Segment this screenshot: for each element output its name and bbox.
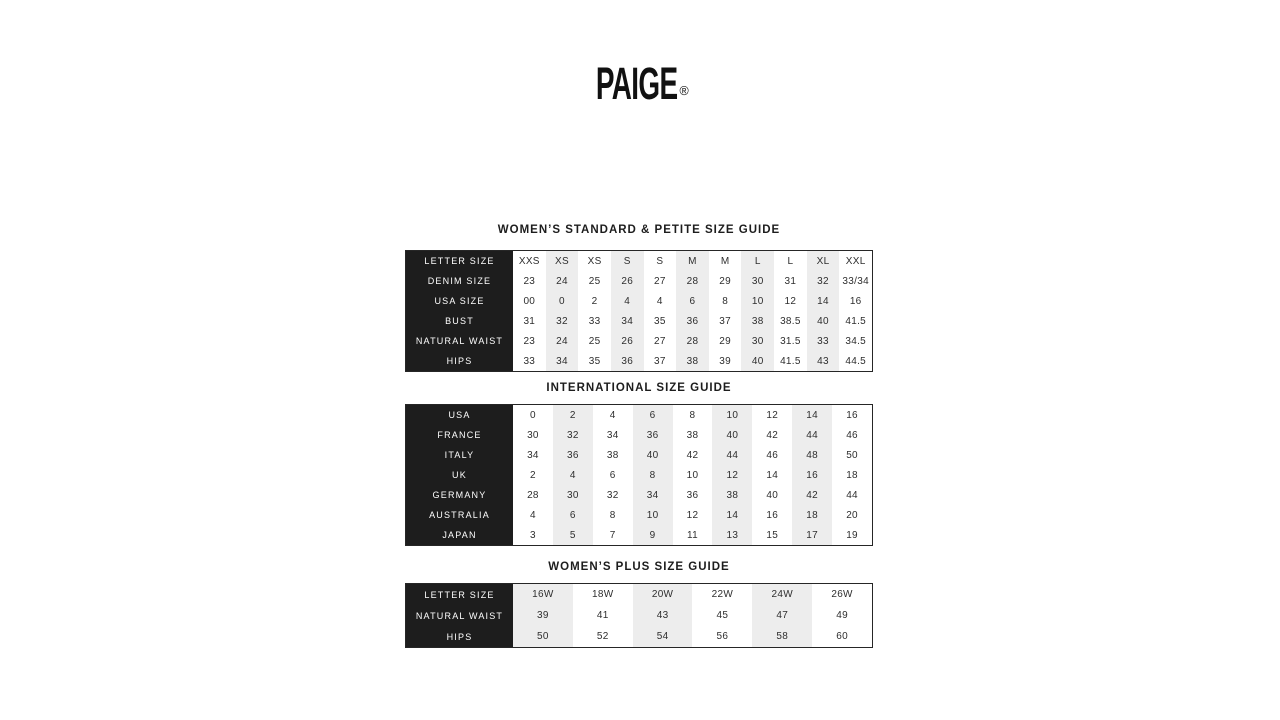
size-value: S: [656, 255, 664, 267]
size-value: 49: [836, 610, 848, 621]
size-value: 4: [530, 509, 536, 521]
size-value: 16: [766, 509, 779, 521]
size-value: 29: [719, 275, 731, 287]
size-value: 25: [588, 275, 601, 287]
size-value: 13: [712, 525, 752, 545]
size-value: 27: [653, 335, 666, 347]
size-value: 22W: [711, 589, 734, 600]
size-value: 46: [846, 429, 858, 441]
size-value: 11: [687, 529, 698, 541]
size-value: 33: [523, 355, 536, 367]
size-value: 26W: [831, 589, 853, 600]
size-value: 12: [686, 509, 699, 521]
size-value: 7: [609, 529, 616, 541]
size-value: 29: [719, 335, 731, 347]
size-value: 8: [689, 409, 696, 421]
brand-logo: [0, 58, 1280, 109]
size-value: 41: [596, 610, 609, 621]
size-value: 38: [676, 351, 709, 371]
size-value: 23: [523, 335, 536, 347]
size-value: 50: [846, 449, 858, 461]
row-label-letter-size: LETTER SIZE: [406, 584, 513, 605]
row-label-uk: UK: [406, 465, 513, 485]
size-value: 37: [719, 315, 731, 327]
size-value: 2: [591, 295, 598, 307]
size-value: 31.5: [780, 335, 801, 347]
size-value: 31: [523, 315, 536, 327]
size-value: 40: [633, 445, 673, 465]
size-value: 36: [611, 351, 644, 371]
size-value: 32: [553, 425, 593, 445]
size-value: 23: [523, 275, 536, 287]
standard-petite-size-guide-section: [405, 223, 873, 372]
size-value: 34.5: [845, 335, 867, 347]
size-value: 15: [766, 529, 779, 541]
size-value: 40: [807, 311, 840, 331]
size-value: 25: [588, 335, 601, 347]
size-value: 35: [653, 315, 666, 327]
size-value: 60: [836, 631, 848, 642]
size-value: 8: [633, 465, 673, 485]
size-value: 46: [766, 449, 779, 461]
size-value: 26: [611, 331, 644, 351]
size-value: 00: [523, 295, 536, 307]
size-value: 31: [784, 275, 797, 287]
standard-petite-guide-title: WOMEN’S STANDARD & PETITE SIZE GUIDE: [497, 224, 781, 236]
size-value: 32: [807, 271, 840, 291]
size-value: 38.5: [780, 315, 801, 327]
size-value: 50: [513, 626, 573, 647]
size-value: M: [676, 251, 709, 271]
size-value: 36: [686, 489, 699, 501]
size-value: L: [787, 255, 794, 267]
size-value: 16: [792, 465, 832, 485]
size-value: 34: [546, 351, 579, 371]
row-label-bust: BUST: [406, 311, 513, 331]
size-value: L: [741, 251, 774, 271]
size-value: XXL: [845, 255, 866, 267]
size-value: 17: [792, 525, 832, 545]
size-value: 14: [766, 469, 779, 481]
size-value: 42: [686, 449, 699, 461]
size-value: 34: [606, 429, 619, 441]
size-value: 5: [553, 525, 593, 545]
size-value: 12: [766, 409, 779, 421]
size-value: 26: [611, 271, 644, 291]
size-value: 39: [719, 355, 731, 367]
plus-size-table: [405, 583, 873, 648]
size-value: 4: [609, 409, 616, 421]
size-value: 18: [846, 469, 858, 481]
row-label-hips: HIPS: [406, 626, 513, 647]
size-value: 8: [609, 509, 616, 521]
size-value: XL: [807, 251, 840, 271]
size-value: 30: [553, 485, 593, 505]
size-value: 34: [527, 449, 539, 461]
size-value: 8: [722, 295, 729, 307]
size-value: 19: [846, 529, 858, 541]
standard-petite-size-table: [405, 250, 873, 372]
size-value: 35: [588, 355, 601, 367]
row-label-letter-size: LETTER SIZE: [406, 251, 513, 271]
size-value: 40: [741, 351, 774, 371]
brand-logo-text: PAIGE: [596, 58, 678, 109]
size-value: 54: [633, 626, 693, 647]
size-value: 0: [530, 409, 536, 421]
size-value: 37: [653, 355, 666, 367]
size-value: 32: [546, 311, 579, 331]
size-value: 16W: [513, 584, 573, 605]
size-value: 38: [712, 485, 752, 505]
size-value: 12: [712, 465, 752, 485]
row-label-italy: ITALY: [406, 445, 513, 465]
size-value: 10: [633, 505, 673, 525]
row-label-france: FRANCE: [406, 425, 513, 445]
size-value: 18: [792, 505, 832, 525]
row-label-usa-size: USA SIZE: [406, 291, 513, 311]
size-value: 47: [752, 605, 812, 626]
size-value: 10: [741, 291, 774, 311]
size-value: 6: [676, 291, 709, 311]
size-value: 2: [553, 405, 593, 425]
row-label-japan: JAPAN: [406, 525, 513, 545]
size-value: 4: [611, 291, 644, 311]
size-value: 18W: [592, 589, 614, 600]
size-value: 10: [712, 405, 752, 425]
size-value: 33: [588, 315, 601, 327]
size-value: 16: [846, 409, 858, 421]
size-value: 9: [633, 525, 673, 545]
international-guide-title: INTERNATIONAL SIZE GUIDE: [546, 382, 732, 394]
size-value: 2: [530, 469, 536, 481]
size-value: 28: [676, 331, 709, 351]
size-value: XXS: [518, 255, 540, 267]
size-value: 20W: [633, 584, 693, 605]
size-value: 30: [741, 331, 774, 351]
size-value: 6: [609, 469, 616, 481]
size-value: 52: [596, 631, 609, 642]
size-value: 34: [611, 311, 644, 331]
size-value: 0: [546, 291, 579, 311]
size-value: 20: [846, 509, 858, 521]
size-value: 4: [656, 295, 663, 307]
size-value: 44.5: [845, 355, 867, 367]
size-value: 36: [553, 445, 593, 465]
size-value: 24W: [752, 584, 812, 605]
size-value: 24: [546, 331, 579, 351]
size-value: S: [611, 251, 644, 271]
size-value: 43: [633, 605, 693, 626]
size-value: 39: [513, 605, 573, 626]
plus-guide-title: WOMEN’S PLUS SIZE GUIDE: [548, 561, 730, 573]
international-size-table: [405, 404, 873, 546]
size-value: 42: [766, 429, 779, 441]
size-value: 30: [527, 429, 539, 441]
row-label-natural-waist: NATURAL WAIST: [406, 331, 513, 351]
size-value: 45: [716, 610, 729, 621]
row-label-hips: HIPS: [406, 351, 513, 371]
size-value: 10: [686, 469, 699, 481]
size-value: 44: [712, 445, 752, 465]
size-value: 12: [784, 295, 797, 307]
size-value: 34: [633, 485, 673, 505]
size-value: 48: [792, 445, 832, 465]
size-value: 28: [676, 271, 709, 291]
size-value: 43: [807, 351, 840, 371]
row-label-denim-size: DENIM SIZE: [406, 271, 513, 291]
plus-size-guide-section: [405, 560, 873, 648]
row-label-natural-waist: NATURAL WAIST: [406, 605, 513, 626]
size-value: 56: [716, 631, 729, 642]
size-value: 6: [553, 505, 593, 525]
size-value: 40: [712, 425, 752, 445]
size-value: 33: [807, 331, 840, 351]
size-value: 14: [712, 505, 752, 525]
international-size-guide-section: [405, 381, 873, 546]
size-value: XS: [546, 251, 579, 271]
size-value: 30: [741, 271, 774, 291]
size-value: 6: [633, 405, 673, 425]
size-value: 36: [676, 311, 709, 331]
size-value: 33/34: [842, 275, 869, 287]
size-value: 27: [653, 275, 666, 287]
size-value: 14: [807, 291, 840, 311]
size-value: 28: [527, 489, 539, 501]
size-value: 44: [846, 489, 858, 501]
size-value: 58: [752, 626, 812, 647]
brand-logo-wordmark: [596, 58, 689, 117]
size-value: 42: [792, 485, 832, 505]
size-value: 3: [530, 529, 536, 541]
size-value: 24: [546, 271, 579, 291]
size-value: 38: [686, 429, 699, 441]
size-value: M: [720, 255, 730, 267]
size-value: 41.5: [845, 315, 867, 327]
size-value: 41.5: [780, 355, 801, 367]
row-label-usa: USA: [406, 405, 513, 425]
row-label-germany: GERMANY: [406, 485, 513, 505]
size-value: 16: [849, 295, 862, 307]
size-value: 14: [792, 405, 832, 425]
size-value: 38: [606, 449, 619, 461]
size-value: 44: [792, 425, 832, 445]
size-value: 32: [606, 489, 619, 501]
size-value: XS: [587, 255, 602, 267]
registered-trademark-icon: ®: [679, 83, 689, 98]
row-label-australia: AUSTRALIA: [406, 505, 513, 525]
size-value: 40: [766, 489, 779, 501]
size-value: 4: [553, 465, 593, 485]
size-value: 36: [633, 425, 673, 445]
size-value: 38: [741, 311, 774, 331]
